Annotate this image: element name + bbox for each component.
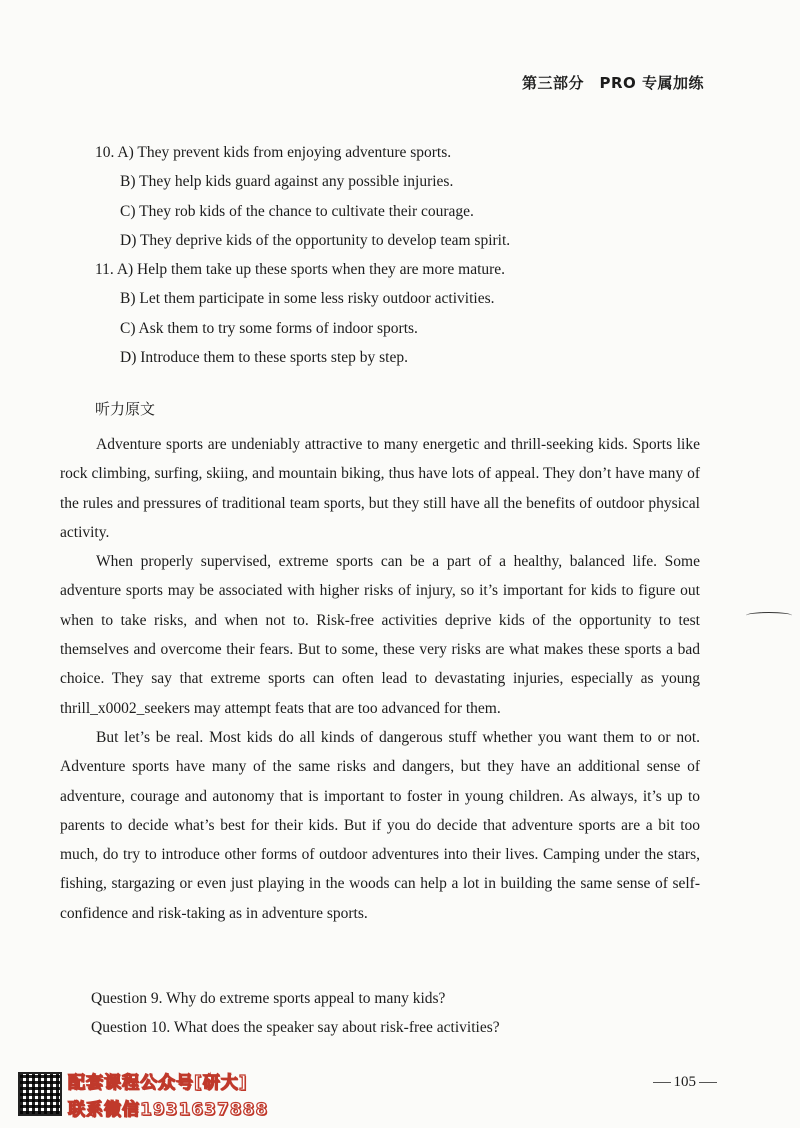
qr-code-icon (18, 1072, 62, 1116)
option-10a: 10. A) They prevent kids from enjoying adventure sports. (95, 144, 452, 161)
option-10c: C) They rob kids of the chance to cultivate their courage. (120, 202, 474, 220)
option-10d: D) They deprive kids of the opportunity to develop team spirit. (120, 231, 511, 249)
option-11d: D) Introduce them to these sports step by step. (120, 349, 408, 367)
section-title: 听力原文 (95, 400, 156, 418)
question-list (91, 984, 500, 1043)
option-11c: C) Ask them to try some forms of indoor sports. (120, 319, 418, 337)
promo-line-2: 联系微信1931637888 (68, 1100, 269, 1120)
paragraph: Adventure sports are undeniably attractive to many energetic and thrill-seeking kids. Sports like rock climbing, surfing, skiing, and mountain biking, thus have lots of appeal. They don’t have many of the rules and pressures of traditional team sports, but they still have all the benefits of outdoor physical activity. (60, 436, 700, 541)
paragraph: When properly supervised, extreme sports can be a part of a healthy, balanced life. Some adventure sports may be associated with higher risks of injury, so it’s important for kids to figure out when to take risks, and when not to. Risk-free activities deprive kids of the opportunity to test themselves and overcome their fears. But to some, these very risks are what makes these sports a bad choice. They say that extreme sports can often lead to devastating injuries, especially as young thrill_x0002_seekers may attempt feats that are too advanced for them. (60, 553, 700, 717)
option-10b: B) They help kids guard against any possible injuries. (120, 173, 454, 191)
page-header: 第三部分 PRO 专属加练 (521, 74, 704, 92)
option-11a: 11. A) Help them take up these sports when they are more mature. (95, 261, 506, 279)
promo-line-1: 配套课程公众号[研大] (68, 1073, 248, 1093)
answer-options (95, 138, 510, 372)
question-9: Question 9. Why do extreme sports appeal to many kids? (91, 990, 446, 1007)
page-number: 105 (650, 1074, 721, 1091)
paragraph: But let’s be real. Most kids do all kinds of dangerous stuff whether you want them to or not. Adventure sports have many of the same risks and dangers, but they have an additional sense of adventure, courage and autonomy that is important to foster in young children. As always, it’s up to parents to decide what’s best for their kids. But if you do decide that adventure sports are a bit too much, do try to introduce other forms of outdoor adventures into their lives. Camping under the stars, fishing, stargazing or even just playing in the woods can help a lot in building the same sense of self-confidence and risk-taking as in adventure sports. (60, 728, 700, 922)
question-10: Question 10. What does the speaker say about risk-free activities? (91, 1019, 500, 1037)
promo-banner (18, 1068, 268, 1120)
pen-mark (746, 612, 792, 619)
option-11b: B) Let them participate in some less risky outdoor activities. (120, 290, 495, 308)
transcript-body (60, 430, 700, 928)
